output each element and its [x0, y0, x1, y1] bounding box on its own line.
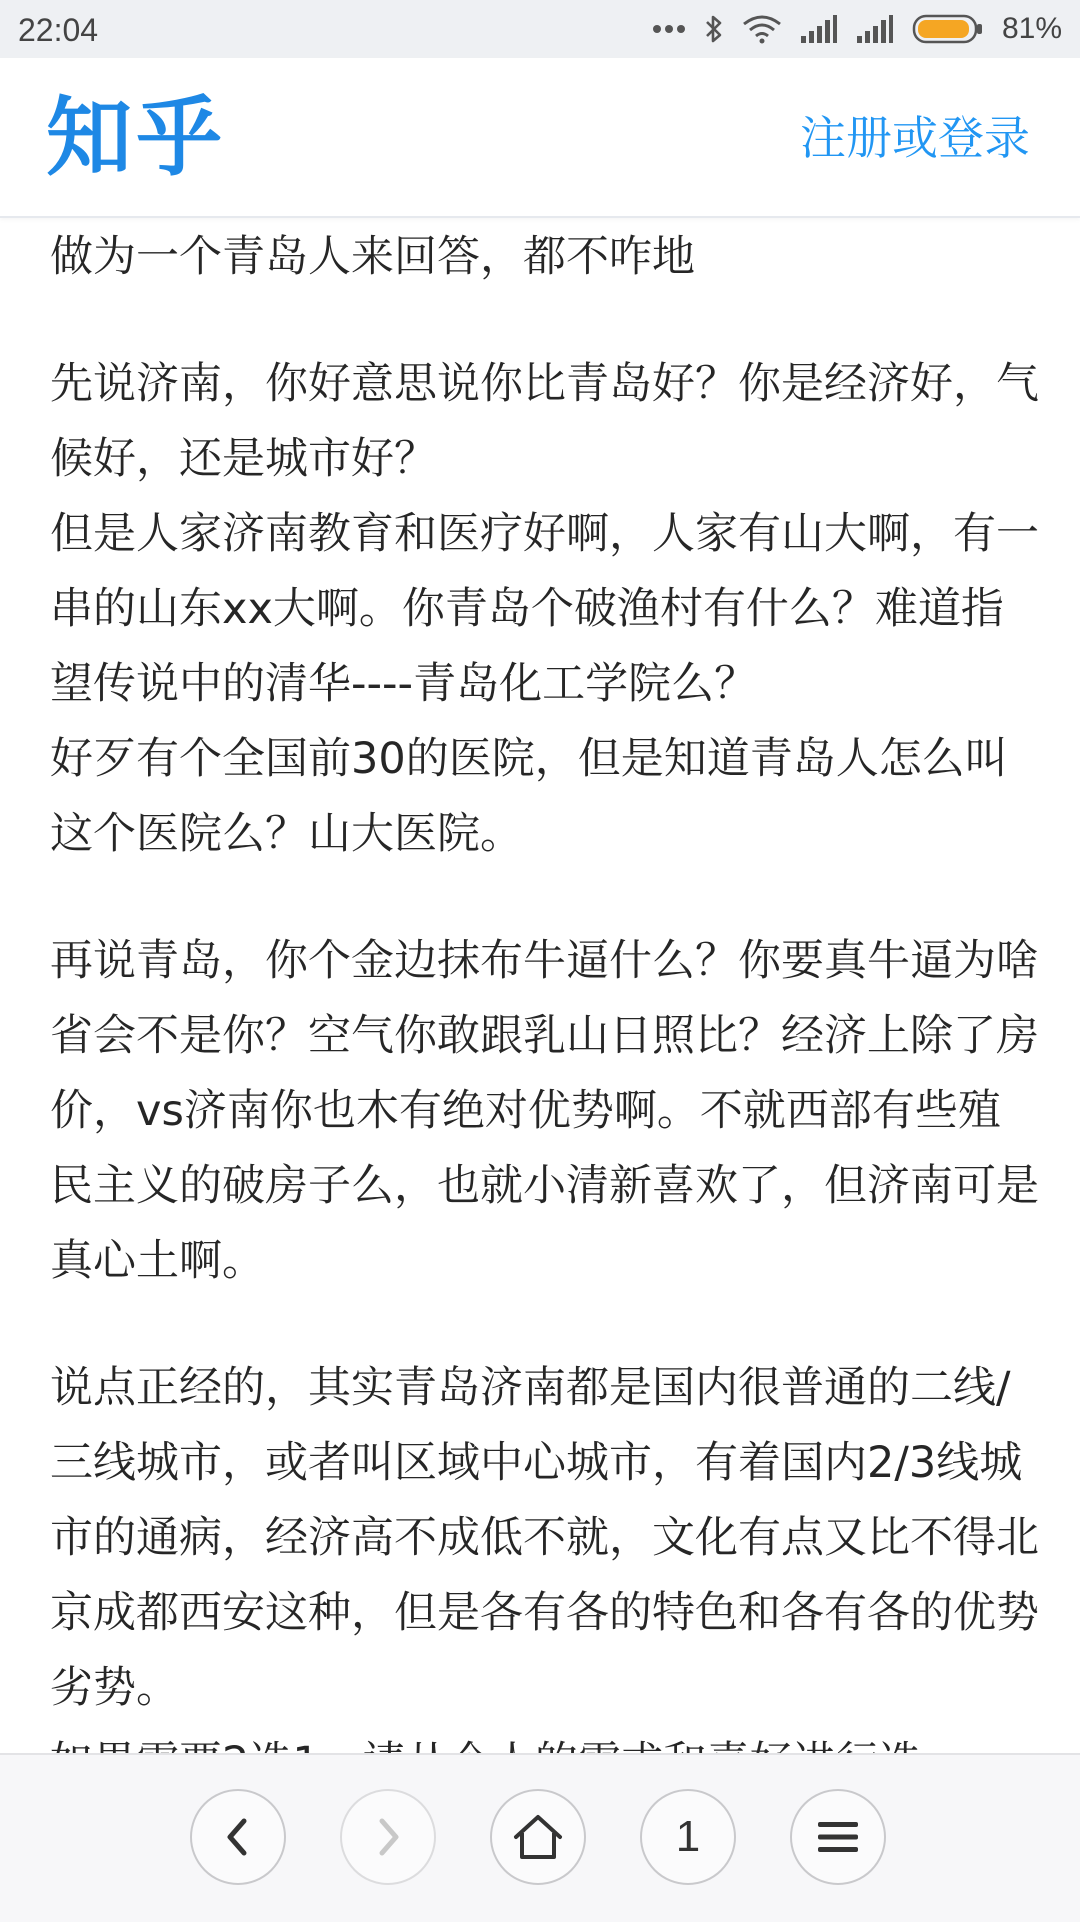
- status-bar: [0, 0, 1080, 58]
- menu-button[interactable]: [790, 1789, 886, 1885]
- menu-icon: [816, 1819, 860, 1855]
- paragraph: 说点正经的，其实青岛济南都是国内很普通的二线/三线城市，或者叫区域中心城市，有着国内2/3线城市的通病，经济高不成低不就，文化有点又比不得北京成都西安这种，但是各有各的特色和各有各的优势劣势。: [50, 1363, 1039, 1713]
- forward-button[interactable]: [340, 1789, 436, 1885]
- home-icon: [512, 1813, 564, 1861]
- browser-bottom-nav: [0, 1753, 1080, 1922]
- zhihu-logo[interactable]: 知乎: [46, 88, 226, 188]
- chevron-left-icon: [218, 1815, 258, 1859]
- battery-icon: [912, 13, 984, 45]
- more-dots-icon: [652, 23, 686, 35]
- answer-content: [50, 220, 1040, 1755]
- home-button[interactable]: [490, 1789, 586, 1885]
- signal-icon: [800, 14, 838, 44]
- status-icons: [652, 8, 1062, 50]
- status-time: 22:04: [18, 12, 99, 48]
- paragraph: 先说济南，你好意思说你比青岛好？你是经济好，气候好，还是城市好？ 但是人家济南教育和医疗好啊，人家有山大啊，有一串的山东xx大啊。你青岛个破渔村有什么？难道指望传说中的清华----青岛化工学院么？ 好歹有个全国前30的医院，但是知道青岛人怎么叫这个医院么？山大医院。: [50, 359, 1039, 859]
- wifi-icon: [742, 14, 782, 44]
- app-header: [0, 58, 1080, 218]
- chevron-right-icon: [368, 1815, 408, 1859]
- paragraph: 做为一个青岛人来回答，都不咋地: [50, 232, 695, 282]
- bluetooth-icon: [704, 13, 724, 45]
- tab-count: 1: [675, 1812, 701, 1861]
- signal-icon: [856, 14, 894, 44]
- back-button[interactable]: [190, 1789, 286, 1885]
- register-login-link[interactable]: 注册或登录: [800, 111, 1030, 165]
- paragraph: 再说青岛，你个金边抹布牛逼什么？你要真牛逼为啥省会不是你？空气你敢跟乳山日照比？经济上除了房价，vs济南你也木有绝对优势啊。不就西部有些殖民主义的破房子么，也就小清新喜欢了，但济南可是真心土啊。: [50, 936, 1039, 1286]
- tabs-button[interactable]: [640, 1789, 736, 1885]
- battery-percent: 81%: [1001, 12, 1062, 45]
